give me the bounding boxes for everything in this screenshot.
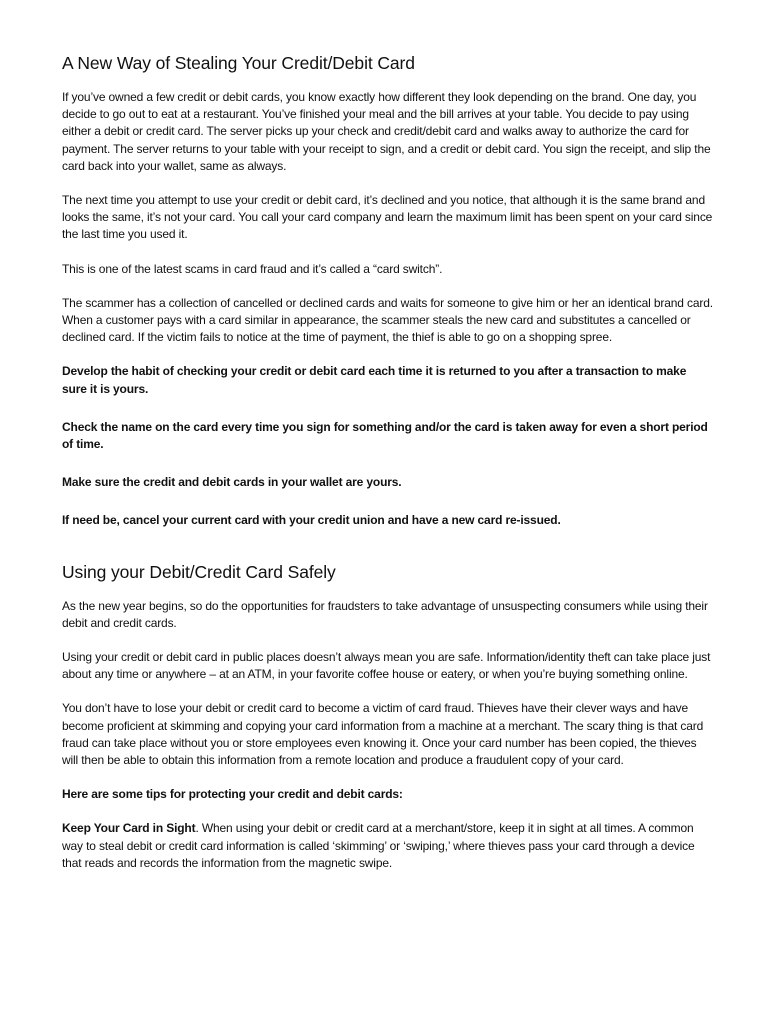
paragraph-new-year: As the new year begins, so do the opportunities for fraudsters to take advantage of unsuspecting consumers while using their debit and credit cards.	[62, 598, 708, 630]
paragraph-card-declined: The next time you attempt to use your credit or debit card, it’s declined and you notice, that although it is the same brand and looks the same, it’s not your card. You call your card company and learn the maximum limit has been spent on your card since the last time you used it.	[62, 193, 713, 242]
section-title-stealing-card: A New Way of Stealing Your Credit/Debit Card	[62, 53, 415, 73]
document-page	[62, 52, 714, 872]
section-title-using-card-safely: Using your Debit/Credit Card Safely	[62, 561, 336, 582]
paragraph-scammer-method: The scammer has a collection of cancelled or declined cards and waits for someone to give him or her an identical brand card. When a customer pays with a card similar in appearance, the scammer steals the new card and substitutes a cancelled or declined card. If the victim fails to notice at the time of payment, the thief is able to go on a shopping spree.	[62, 295, 713, 345]
tip-check-card-habit: Develop the habit of checking your credit or debit card each time it is returned to you after a transaction to make sure it is yours.	[62, 364, 687, 396]
paragraph-restaurant-scenario: If you’ve owned a few credit or debit cards, you know exactly how different they look depending on the brand. One day, you decide to go out to eat at a restaurant. You’ve finished your meal and the bill arrives at your table. You decide to pay using either a debit or credit card. The server picks up your check and credit/debit card and walks away to authorize the card for payment. The server returns to your table with your receipt to sign, and a credit or debit card. You sign the receipt, and slip the card back into your wallet, same as always.	[62, 90, 711, 173]
tips-heading: Here are some tips for protecting your credit and debit cards:	[62, 787, 403, 802]
paragraph-public-places: Using your credit or debit card in public places doesn’t always mean you are safe. Information/identity theft can take place just about any time or anywhere – at an ATM, in your favorite coffee house or eatery, or when you’re buying something online.	[62, 650, 711, 682]
tip-cancel-card: If need be, cancel your current card with your credit union and have a new card re-issued.	[62, 513, 561, 528]
tip-keep-card-in-sight	[62, 820, 714, 872]
paragraph-card-switch: This is one of the latest scams in card fraud and it’s called a “card switch”.	[62, 261, 443, 276]
paragraph-skimming: You don’t have to lose your debit or credit card to become a victim of card fraud. Thieves have their clever ways and have become proficient at skimming and copying your card information from a machine at a merchant. The scary thing is that card fraud can take place without you or store employees even knowing it. Once your card number has been copied, the thieves will then be able to obtain this information from a remote location and produce a fraudulent copy of your card.	[62, 701, 704, 768]
tip-check-name: Check the name on the card every time you sign for something and/or the card is taken away for even a short period of time.	[62, 419, 708, 452]
tip-lead-keep-card-in-sight: Keep Your Card in Sight	[62, 821, 196, 836]
tip-body-keep-card-in-sight: . When using your debit or credit card at a merchant/store, keep it in sight at all times. A common way to steal debit or credit card information is called ‘skimming’ or ‘swiping,’ where thieves pass your card through a device that reads and records the information from the magnetic swipe.	[62, 821, 695, 870]
tip-wallet-cards: Make sure the credit and debit cards in your wallet are yours.	[62, 475, 402, 490]
